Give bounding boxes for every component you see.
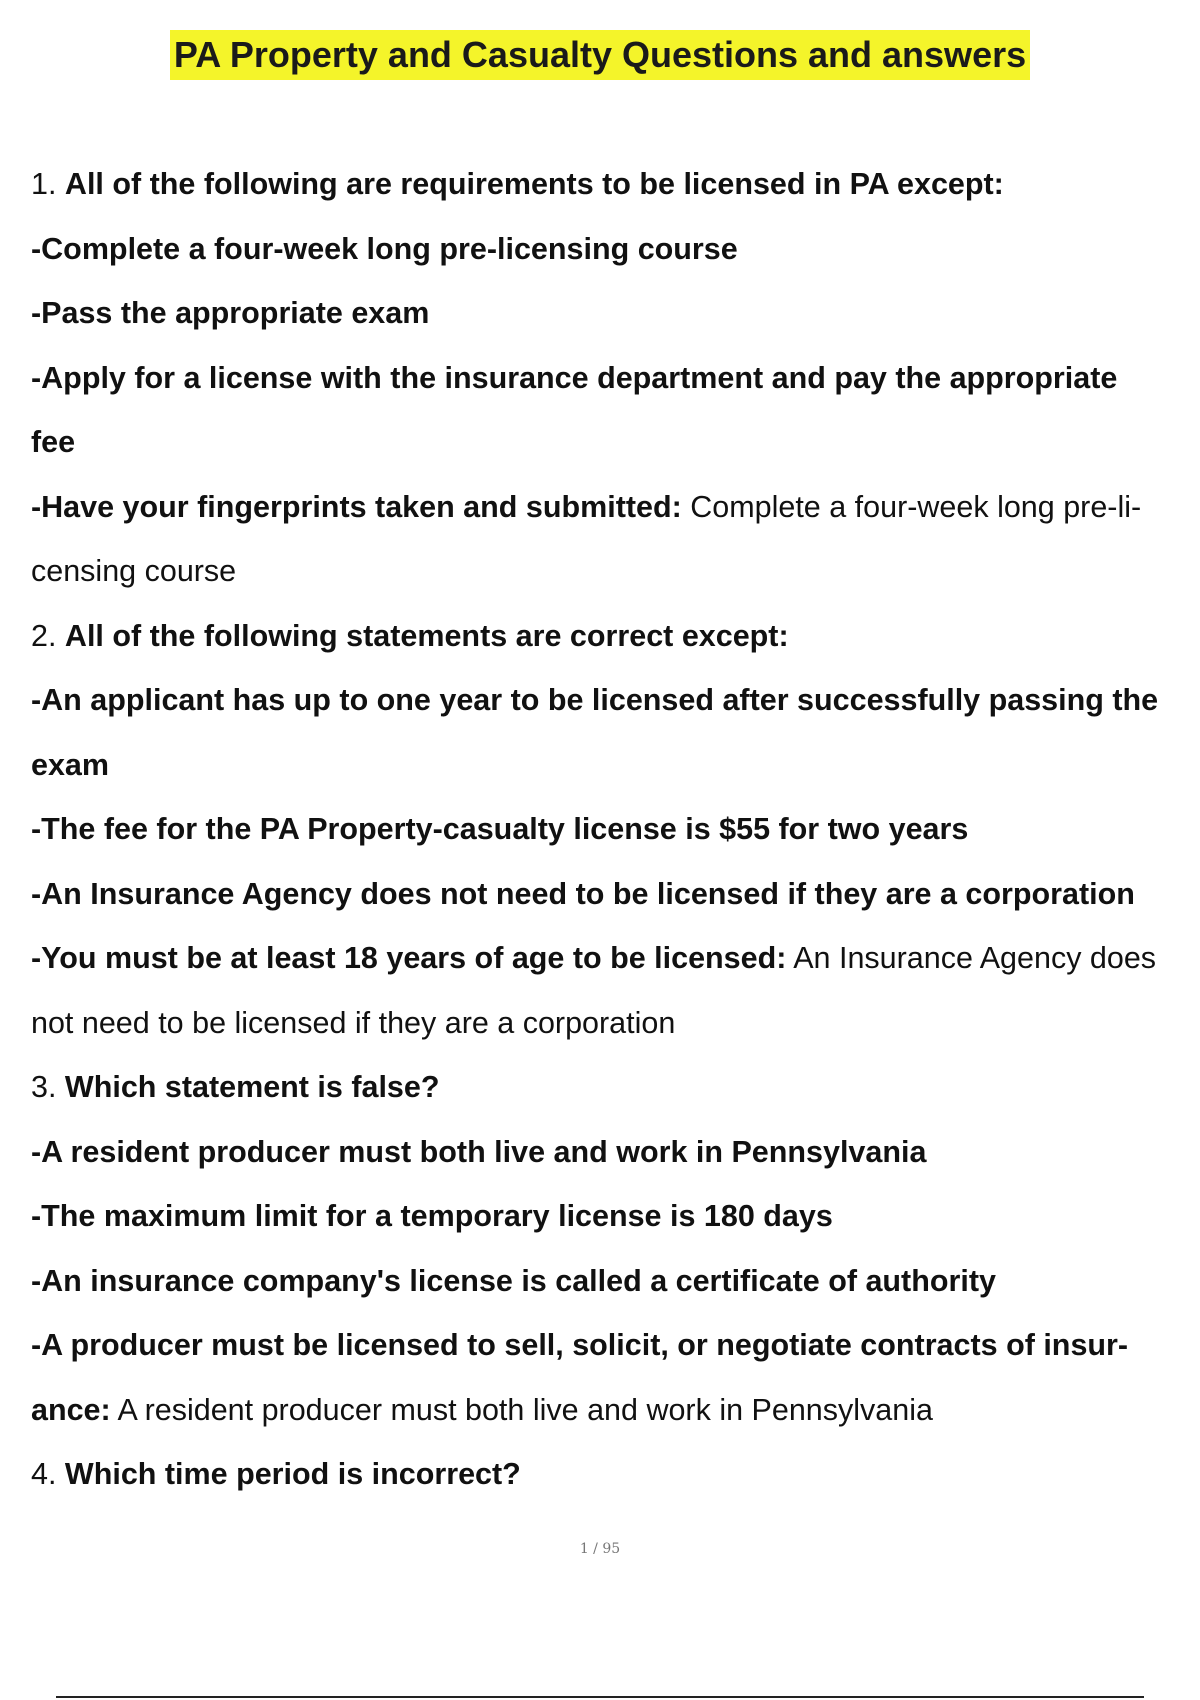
bold-text: -The maximum limit for a temporary license is 180 days [31, 1199, 833, 1233]
bold-text: -The fee for the PA Property-casualty license is $55 for two years [31, 812, 969, 846]
bold-text: -Pass the appropriate exam [31, 296, 430, 330]
bold-text: -You must be at least 18 years of age to be licensed: [31, 941, 787, 975]
text-line [31, 1442, 1191, 1507]
bold-text: fee [31, 425, 76, 459]
text-line [31, 152, 1191, 217]
bold-text: -An applicant has up to one year to be licensed after successfully passing the [31, 683, 1159, 717]
bold-text: All of the following statements are correct except: [64, 618, 789, 653]
page-number: 1 / 95 [579, 1541, 621, 1557]
bold-text: -Apply for a license with the insurance department and pay the appropriate [31, 360, 1118, 395]
text-line [31, 1055, 1191, 1120]
bold-text: -Have your fingerprints taken and submitted: [31, 489, 682, 524]
text-line [31, 862, 1191, 927]
answer-text: censing course [31, 554, 237, 588]
bold-text: All of the following are requirements to be licensed in PA except: [64, 167, 1004, 201]
text-line [31, 604, 1191, 669]
answer-text: Complete a four-week long pre-li- [681, 489, 1142, 524]
bold-text: -A producer must be licensed to sell, solicit, or negotiate contracts of insur- [31, 1328, 1129, 1362]
question-number: 1. [31, 167, 65, 201]
text-line [31, 797, 1191, 862]
text-line [31, 668, 1191, 733]
bold-text: -A resident producer must both live and work in Pennsylvania [31, 1134, 927, 1169]
text-line [31, 1313, 1191, 1378]
bold-text: ance: [31, 1392, 111, 1427]
bold-text: exam [31, 747, 110, 782]
text-line [31, 217, 1191, 282]
text-line [31, 1249, 1191, 1314]
bold-text: Which statement is false? [64, 1070, 440, 1104]
bold-text: -An insurance company's license is called a certificate of authority [31, 1263, 996, 1298]
question-number: 2. [31, 618, 65, 653]
bold-text: -An Insurance Agency does not need to be licensed if they are a corporation [31, 876, 1135, 911]
text-line [31, 733, 1191, 798]
text-line [31, 539, 1191, 604]
text-line [31, 926, 1191, 991]
text-line [31, 410, 1191, 475]
text-line [31, 346, 1191, 411]
text-line [31, 281, 1191, 346]
text-line [31, 1120, 1191, 1185]
document-title: PA Property and Casualty Questions and answers [170, 30, 1030, 80]
bold-text: Which time period is incorrect? [64, 1457, 521, 1491]
text-line [31, 1378, 1191, 1443]
question-content [31, 152, 1191, 1507]
bold-text: -Complete a four-week long pre-licensing course [31, 231, 738, 266]
title-container [0, 30, 1200, 80]
question-number: 3. [31, 1070, 65, 1104]
text-line [31, 1184, 1191, 1249]
text-line [31, 991, 1191, 1056]
answer-text: not need to be licensed if they are a corporation [31, 1005, 676, 1040]
bottom-rule [56, 1696, 1144, 1698]
answer-text: A resident producer must both live and work in Pennsylvania [110, 1392, 933, 1427]
answer-text: An Insurance Agency does [786, 941, 1157, 975]
question-number: 4. [31, 1457, 65, 1491]
text-line [31, 475, 1191, 540]
